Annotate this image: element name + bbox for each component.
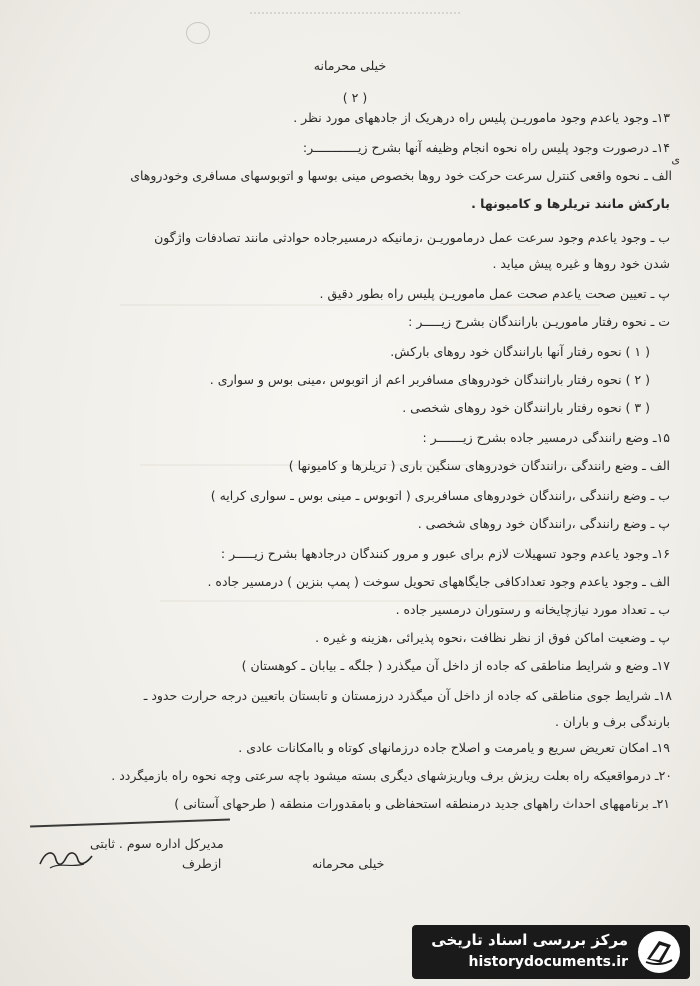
paragraph-16: ۱۶ـ وجود یاعدم وجود تسهیلات لازم برای عبور و مرور کنندگان درجادهها بشرح زیـــــر :	[220, 546, 670, 561]
paragraph-19: ۱۹ـ امکان تعریض سریع و یامرمت و اصلاح جاده درزمانهای کوتاه و باامکانات عادی .	[238, 740, 670, 755]
paragraph-14-pe: پ ـ تعیین صحت یاعدم صحت عمل ماموریـن پلیس راه بطور دقیق .	[319, 286, 670, 301]
margin-letter: ی	[671, 153, 680, 166]
paragraph-13: ۱۳ـ وجود یاعدم وجود ماموریـن پلیس راه درهریک از جادههای مورد نظر .	[293, 110, 670, 125]
paragraph-16-pe: پ ـ وضعیت اماکن فوق از نظر نظافت ،نحوه پذیرائی ،هزینه و غیره .	[315, 630, 670, 645]
paragraph-14: ۱۴ـ درصورت وجود پلیس راه نحوه انجام وظیفه آنها بشرح زیــــــــــــر:	[302, 140, 670, 155]
paragraph-14-te: ت ـ نحوه رفتار ماموریـن بارانندگان بشرح زیـــــر :	[408, 314, 670, 329]
paragraph-15: ۱۵ـ وضع رانندگی درمسیر جاده بشرح زیـــــــر :	[422, 430, 670, 445]
sub-item-2: ( ۲ ) نحوه رفتار بارانندگان خودروهای مسافربر اعم از اتوبوس ،مینی بوس و سواری .	[209, 372, 650, 387]
paragraph-15-alef: الف ـ وضع رانندگی ،رانندگان خودروهای سنگین باری ( تریلرها و کامیونها )	[288, 458, 670, 473]
paragraph-14-be: ب ـ وجود یاعدم وجود سرعت عمل درماموریـن ،زمانیکه درمسیرجاده حوادثی مانند تصادفات واژگون	[154, 230, 670, 245]
sub-item-3: ( ۳ ) نحوه رفتار بارانندگان خود روهای شخصی .	[402, 400, 650, 415]
paragraph-16-be: ب ـ تعداد مورد نیازچایخانه و رستوران درمسیر جاده .	[395, 602, 670, 617]
classification-footer: خیلی محرمانه	[312, 856, 385, 871]
paragraph-20: ۲۰ـ درمواقعیکه راه بعلت ریزش برف ویاریزشهای دیگری بسته میشود باچه سرعتی وچه نحوه راه بازمیگردد .	[111, 768, 672, 783]
paragraph-15-be: ب ـ وضع رانندگی ،رانندگان خودروهای مسافربری ( اتوبوس ـ مینی بوس ـ سواری کرایه )	[210, 488, 670, 503]
paragraph-14-alef: الف ـ نحوه واقعی کنترل سرعت حرکت خود روها بخصوص مینی بوسها و اتوبوسهای مسافری وخودروهای	[130, 168, 672, 183]
director-title: مدیرکل اداره سوم . ثابتی	[90, 836, 224, 851]
paragraph-14-alef-cont: بارکش مانند تریلرها و کامیونها .	[471, 196, 670, 211]
sub-item-1: ( ۱ ) نحوه رفتار آنها بارانندگان خود روهای بارکش.	[390, 344, 650, 359]
book-logo-icon	[636, 929, 682, 975]
stamp-mark	[186, 22, 210, 44]
paragraph-16-alef: الف ـ وجود یاعدم وجود تعدادکافی جایگاههای تحویل سوخت ( پمپ بنزین ) درمسیر جاده .	[207, 574, 670, 589]
paragraph-15-pe: پ ـ وضع رانندگی ،رانندگان خود روهای شخصی .	[417, 516, 670, 531]
archive-watermark	[412, 925, 690, 979]
classification-header: خیلی محرمانه	[313, 58, 387, 73]
paragraph-18-cont: بارندگی برف و باران .	[555, 714, 670, 729]
handwritten-signature	[36, 844, 96, 870]
paragraph-18: ۱۸ـ شرایط جوی مناطقی که جاده از داخل آن میگذرد درزمستان و تابستان باتعیین درجه حرارت حدود ـ	[143, 688, 672, 703]
paragraph-17: ۱۷ـ وضع و شرایط مناطقی که جاده از داخل آن میگذرد ( جلگه ـ بیابان ـ کوهستان )	[241, 658, 670, 673]
signature-stroke	[30, 819, 230, 828]
paragraph-14-be-cont: شدن خود روها و غیره پیش میاید .	[492, 256, 670, 271]
archive-title: مرکز بررسی اسناد تاریخی	[431, 931, 628, 949]
faded-header-mark	[250, 12, 460, 22]
archive-url: historydocuments.ir	[468, 954, 628, 970]
page-number: ( ۲ )	[342, 90, 368, 105]
on-behalf-label: ازطرف	[182, 856, 222, 871]
bleed-through-line	[120, 304, 600, 306]
paragraph-21: ۲۱ـ برنامههای احداث راههای جدید درمنطقه استحفاظی و بامقدورات منطقه ( طرحهای آستانی )	[174, 796, 670, 811]
